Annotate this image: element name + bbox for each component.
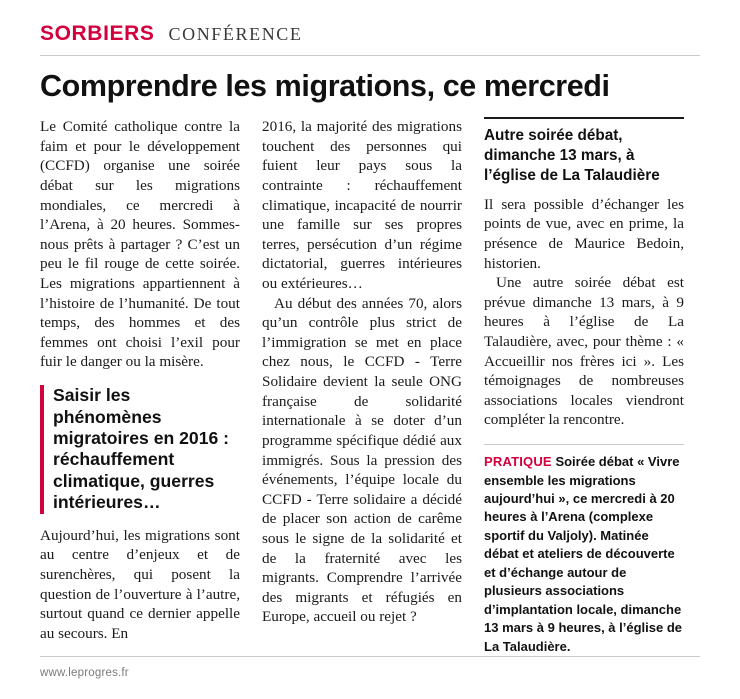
- column-3: [484, 117, 684, 656]
- footer-url[interactable]: www.leprogres.fr: [40, 667, 129, 679]
- practical-info-tag: PRATIQUE: [484, 454, 552, 470]
- practical-info-box: [484, 444, 684, 656]
- kicker: [40, 22, 700, 56]
- paragraph: Aujourd’hui, les migrations sont au centre d’enjeux et de surenchères, qui posent la question de l’ouverture à l’autre, surtout quand ce dernier appelle au secours. En: [40, 526, 240, 642]
- subhead: Saisir les phénomènes migratoires en 2016 : réchauffement climatique, guerres intérieures…: [40, 385, 240, 514]
- paragraph: 2016, la majorité des migrations touchent des personnes qui fuient leur pays sous la contrainte : réchauffement climatique, incapacité de nourrir une famille sur ses propres terres, persécution d’un régime dictatorial, guerres intérieures ou extérieures…: [262, 118, 462, 293]
- page-title: Comprendre les migrations, ce mercredi: [40, 69, 610, 103]
- footer: [40, 656, 700, 681]
- column-1: [40, 117, 240, 643]
- paragraph: Il sera possible d’échanger les points de vue, avec en prime, la présence de Maurice Bedoin, historien.: [484, 195, 684, 272]
- column-2: [262, 117, 462, 627]
- section-heading: Autre soirée débat, dimanche 13 mars, à l’église de La Talaudière: [484, 117, 684, 186]
- paragraph: Au début des années 70, alors qu’un contrôle plus strict de l’immigration se met en place chez nous, le CCFD - Terre Solidaire devient la seule ONG française de solidarité internationale à se doter d’un programme spécifique dédié aux immigrés. Sous la pression des événements, l’équipe locale du CCFD - Terre solidaire a décidé de placer son action de carême sous le signe de la solidarité et de la fraternité avec les migrants. Comprendre l’arrivée des migrants et réfugiés en Europe, accueil ou rejet ?: [262, 294, 462, 626]
- paragraph: Le Comité catholique contre la faim et pour le développement (CCFD) organise une soirée débat sur les migrations mondiales, ce mercredi à l’Arena, à 20 heures. Sommes-nous prêts à partager ? C’est un peu le fil rouge de cette soirée. Les migrations appartiennent à l’histoire de l’humanité. De tout temps, des hommes et des femmes ont choisi l’exil pour fuir le danger ou la misère.: [40, 118, 240, 371]
- paragraph: Une autre soirée débat est prévue dimanche 13 mars, à 9 heures à l’église de La Talaudière, avec, pour thème : « Accueillir nos frères ici ». Les témoignages de nombreuses associations locales viendront compléter la rencontre.: [484, 274, 684, 429]
- practical-info-text: Soirée débat « Vivre ensemble les migrations aujourd’hui », ce mercredi à 20 heures à l’Arena (complexe sportif du Valjoly). Matinée débat et ateliers de découverte et d’échange autour de plusieurs associations d’implantation locale, dimanche 13 mars à 9 heures, à l’église de La Talaudière.: [484, 454, 683, 654]
- article-columns: [40, 117, 700, 656]
- kicker-label: CONFÉRENCE: [168, 24, 303, 44]
- kicker-section: SORBIERS: [40, 22, 155, 45]
